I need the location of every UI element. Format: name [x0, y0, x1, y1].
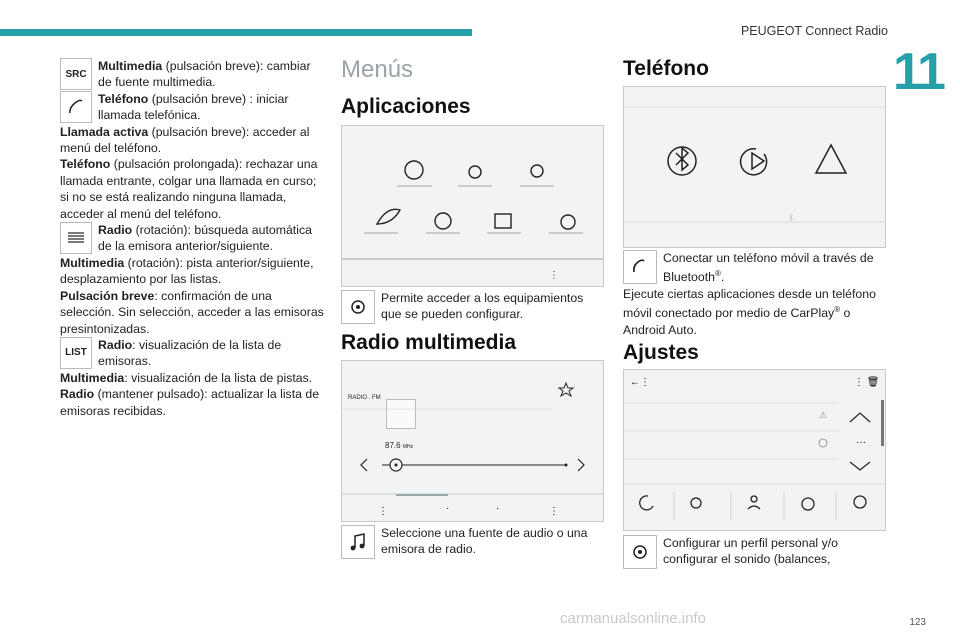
press-bold: Pulsación breve — [60, 288, 155, 303]
radio-desc-text: Seleccione una fuente de audio o una emisora de radio. — [381, 526, 588, 557]
settings-gear-icon — [623, 535, 657, 569]
src-item — [60, 58, 325, 91]
mm-bold: Multimedia — [60, 255, 125, 270]
phone-desc-sup: ® — [714, 269, 721, 279]
apps-title: Aplicaciones — [341, 95, 471, 118]
apps-desc-text: Permite acceder a los equipamientos que se pueden configurar. — [381, 291, 584, 322]
apps-desc — [341, 290, 603, 324]
phone-desc-sup-2: ® — [834, 305, 841, 315]
svg-text:⚠: ⚠ — [819, 410, 828, 420]
phone-title: Teléfono — [623, 57, 709, 80]
svg-text:⋮: ⋮ — [549, 270, 559, 281]
radio-desc — [341, 525, 603, 559]
mm2-bold: Multimedia — [60, 370, 125, 385]
src-button-icon: SRC — [60, 58, 92, 90]
phone-desc-4: o Android Auto. — [623, 306, 851, 337]
phone-connect-icon — [623, 250, 657, 284]
apps-screen-graphic — [342, 126, 603, 286]
press-text: : confirmación de una selección. Sin selección, acceder a las emisoras presintonizadas. — [60, 288, 324, 336]
tel2-text: (pulsación prolongada): rechazar una llamada entrante, colgar una llamada en curso; si no se está realizando ninguna llamada, acceder al menú del teléfono. — [60, 157, 318, 221]
tel-item — [60, 91, 325, 124]
mm2-text: : visualización de la lista de pistas. — [124, 370, 313, 385]
list-text: : visualización de la lista de emisoras. — [98, 337, 282, 369]
radio-screen-graphic — [342, 361, 603, 521]
chapter-number: 11 — [893, 43, 944, 101]
radio-bold: Radio — [98, 223, 133, 238]
watermark: carmanualsonline.info — [560, 610, 706, 627]
list-bold: Radio — [98, 337, 133, 352]
phone-screen-graphic — [624, 87, 885, 247]
tel-bold: Teléfono — [98, 91, 149, 106]
freq-value: 87.6 — [385, 441, 401, 450]
apps-gear-icon — [341, 290, 375, 324]
src-bold: Multimedia — [98, 59, 163, 73]
phone-desc — [623, 250, 885, 338]
list-item — [60, 337, 325, 370]
freq-unit: MHz — [402, 444, 414, 450]
phone-screen — [623, 86, 886, 248]
settings-title: Ajustes — [623, 341, 699, 364]
music-note-icon — [341, 525, 375, 559]
svg-text:·: · — [446, 503, 450, 514]
menus-title: Menús — [341, 56, 414, 83]
svg-text:·: · — [496, 503, 500, 514]
top-accent-bar — [0, 29, 472, 36]
call-text: (pulsación breve): acceder al menú del teléfono. — [60, 124, 310, 156]
svg-text:···: ··· — [856, 437, 866, 448]
svg-text:ᛒ: ᛒ — [789, 213, 794, 222]
src-text: (pulsación breve): cambiar de fuente multimedia. — [98, 59, 311, 90]
radio-item — [60, 222, 325, 255]
mm-text: (rotación): pista anterior/siguiente, desplazamiento por las listas. — [60, 255, 314, 287]
call-bold: Llamada activa — [60, 124, 149, 139]
svg-text:←⋮: ←⋮ — [630, 377, 650, 388]
phone-icon — [60, 91, 92, 123]
radio-title: Radio multimedia — [341, 331, 517, 354]
radio-band-label: RADIO . FM — [348, 395, 381, 401]
svg-text:⋮ 🗑: ⋮ 🗑 — [854, 377, 880, 388]
page-header: PEUGEOT Connect Radio — [740, 24, 888, 38]
column-1 — [60, 58, 325, 419]
settings-screen — [623, 369, 886, 531]
page-number: 123 — [909, 617, 926, 628]
svg-text:⋮: ⋮ — [378, 506, 388, 517]
radio2-text: (mantener pulsado): actualizar la lista de emisoras recibidas. — [60, 387, 320, 418]
settings-screen-graphic — [624, 370, 885, 530]
phone-desc-row — [623, 250, 885, 286]
radio-screen — [341, 360, 604, 522]
radio-text: (rotación): búsqueda automática de la emisora anterior/siguiente. — [98, 223, 312, 254]
apps-screen — [341, 125, 604, 287]
phone-desc-1: Conectar un teléfono móvil a través de Bluetooth — [663, 251, 874, 285]
phone-desc-2: . — [720, 270, 725, 285]
settings-desc-text: Configurar un perfil personal y/o configurar el sonido (balances, — [663, 536, 838, 567]
tel2-bold: Teléfono — [60, 157, 111, 172]
list-button-icon: LIST — [60, 337, 92, 369]
radio2-bold: Radio — [60, 387, 95, 402]
tel-text: (pulsación breve) : iniciar llamada telefónica. — [98, 91, 289, 123]
scroll-wheel-icon — [60, 222, 92, 254]
phone-desc-3: Ejecute ciertas aplicaciones desde un teléfono móvil conectado por medio de CarPlay — [623, 286, 876, 321]
settings-desc — [623, 535, 885, 569]
svg-text:⋮: ⋮ — [549, 506, 559, 517]
